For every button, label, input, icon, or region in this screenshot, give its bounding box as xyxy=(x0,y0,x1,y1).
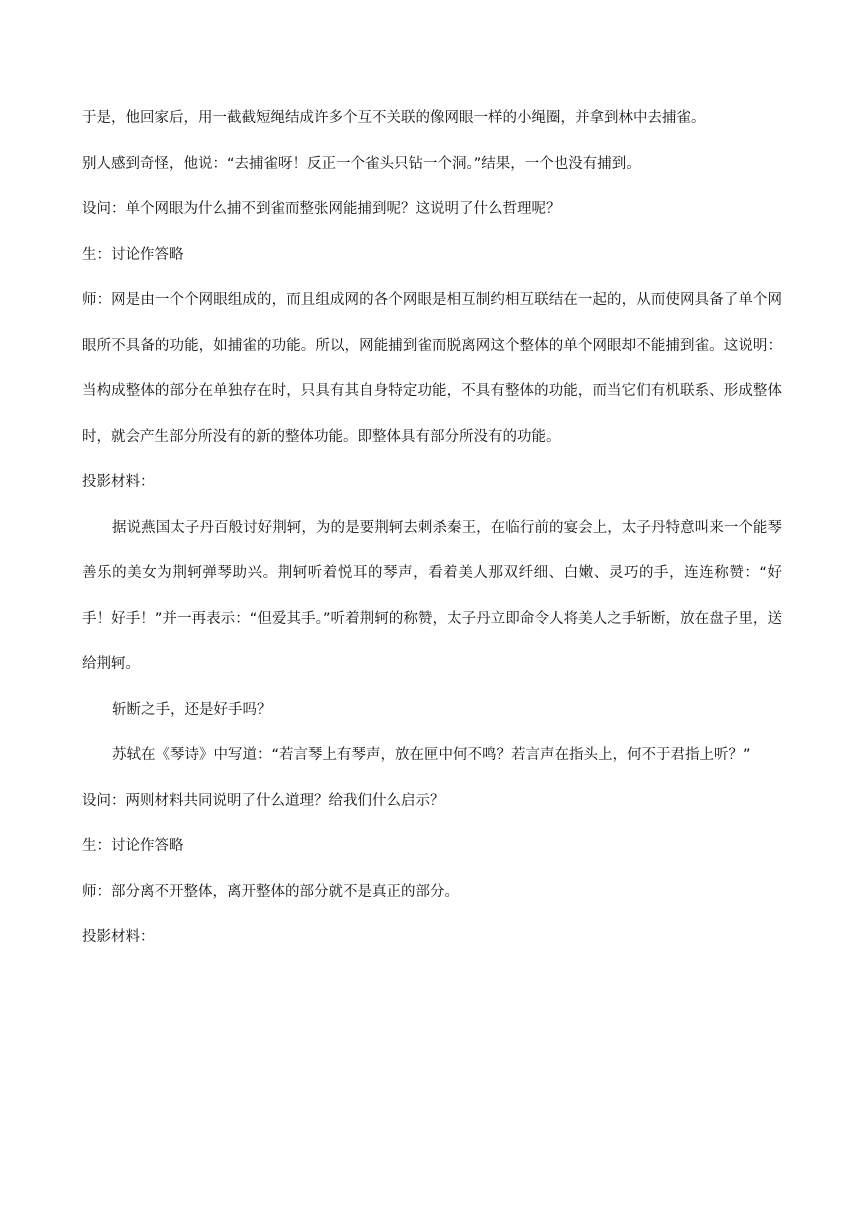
student-answer-1: 生：讨论作答略 xyxy=(82,246,184,263)
story-question: 斩断之手，还是好手吗？ xyxy=(112,701,272,718)
question-2: 设问：两则材料共同说明了什么道理？给我们什么启示？ xyxy=(82,792,445,809)
paragraph-1: 于是，他回家后，用一截截短绳结成许多个互不关联的像网眼一样的小绳圈，并拿到林中去捕雀。 xyxy=(82,110,706,126)
projection-heading-1: 投影材料： xyxy=(82,474,155,490)
teacher-explanation-2: 师：部分离不开整体，离开整体的部分就不是真正的部分。 xyxy=(82,883,459,900)
story-jingke: 据说燕国太子丹百般讨好荆轲，为的是要荆轲去刺杀秦王，在临行前的宴会上，太子丹特意叫来一个能琴善乐的美女为荆轲弹琴助兴。荆轲听着悦耳的琴声，看着美人那双纤细、白嫩、灵巧的手，连连称赞：“好手！好手！”并一再表示：“但爱其手。”听着荆轲的称赞，太子丹立即命令人将美人之手斩断，放在盘子里，送给荆轲。 xyxy=(82,519,782,672)
teacher-explanation-1: 师：网是由一个个网眼组成的，而且组成网的各个网眼是相互制约相互联结在一起的，从而使网具备了单个网眼所不具备的功能，如捕雀的功能。所以，网能捕到雀而脱离网这个整体的单个网眼却不能捕到雀。这说明：当构成整体的部分在单独存在时，只具有其自身特定功能，不具有整体的功能，而当它们有机联系、形成整体时，就会产生部分所没有的新的整体功能。即整体具有部分所没有的功能。 xyxy=(82,292,782,445)
document-body xyxy=(82,96,782,961)
projection-heading-2: 投影材料： xyxy=(82,929,155,945)
student-answer-2: 生：讨论作答略 xyxy=(82,838,184,854)
paragraph-2: 别人感到奇怪，他说：“去捕雀呀！反正一个雀头只钻一个洞。”结果，一个也没有捕到。 xyxy=(82,155,641,172)
sushi-poem: 苏轼在《琴诗》中写道：“若言琴上有琴声，放在匣中何不鸣？若言声在指头上，何不于君指上听？” xyxy=(112,747,751,763)
question-1: 设问：单个网眼为什么捕不到雀而整张网能捕到呢？这说明了什么哲理呢？ xyxy=(82,201,561,217)
